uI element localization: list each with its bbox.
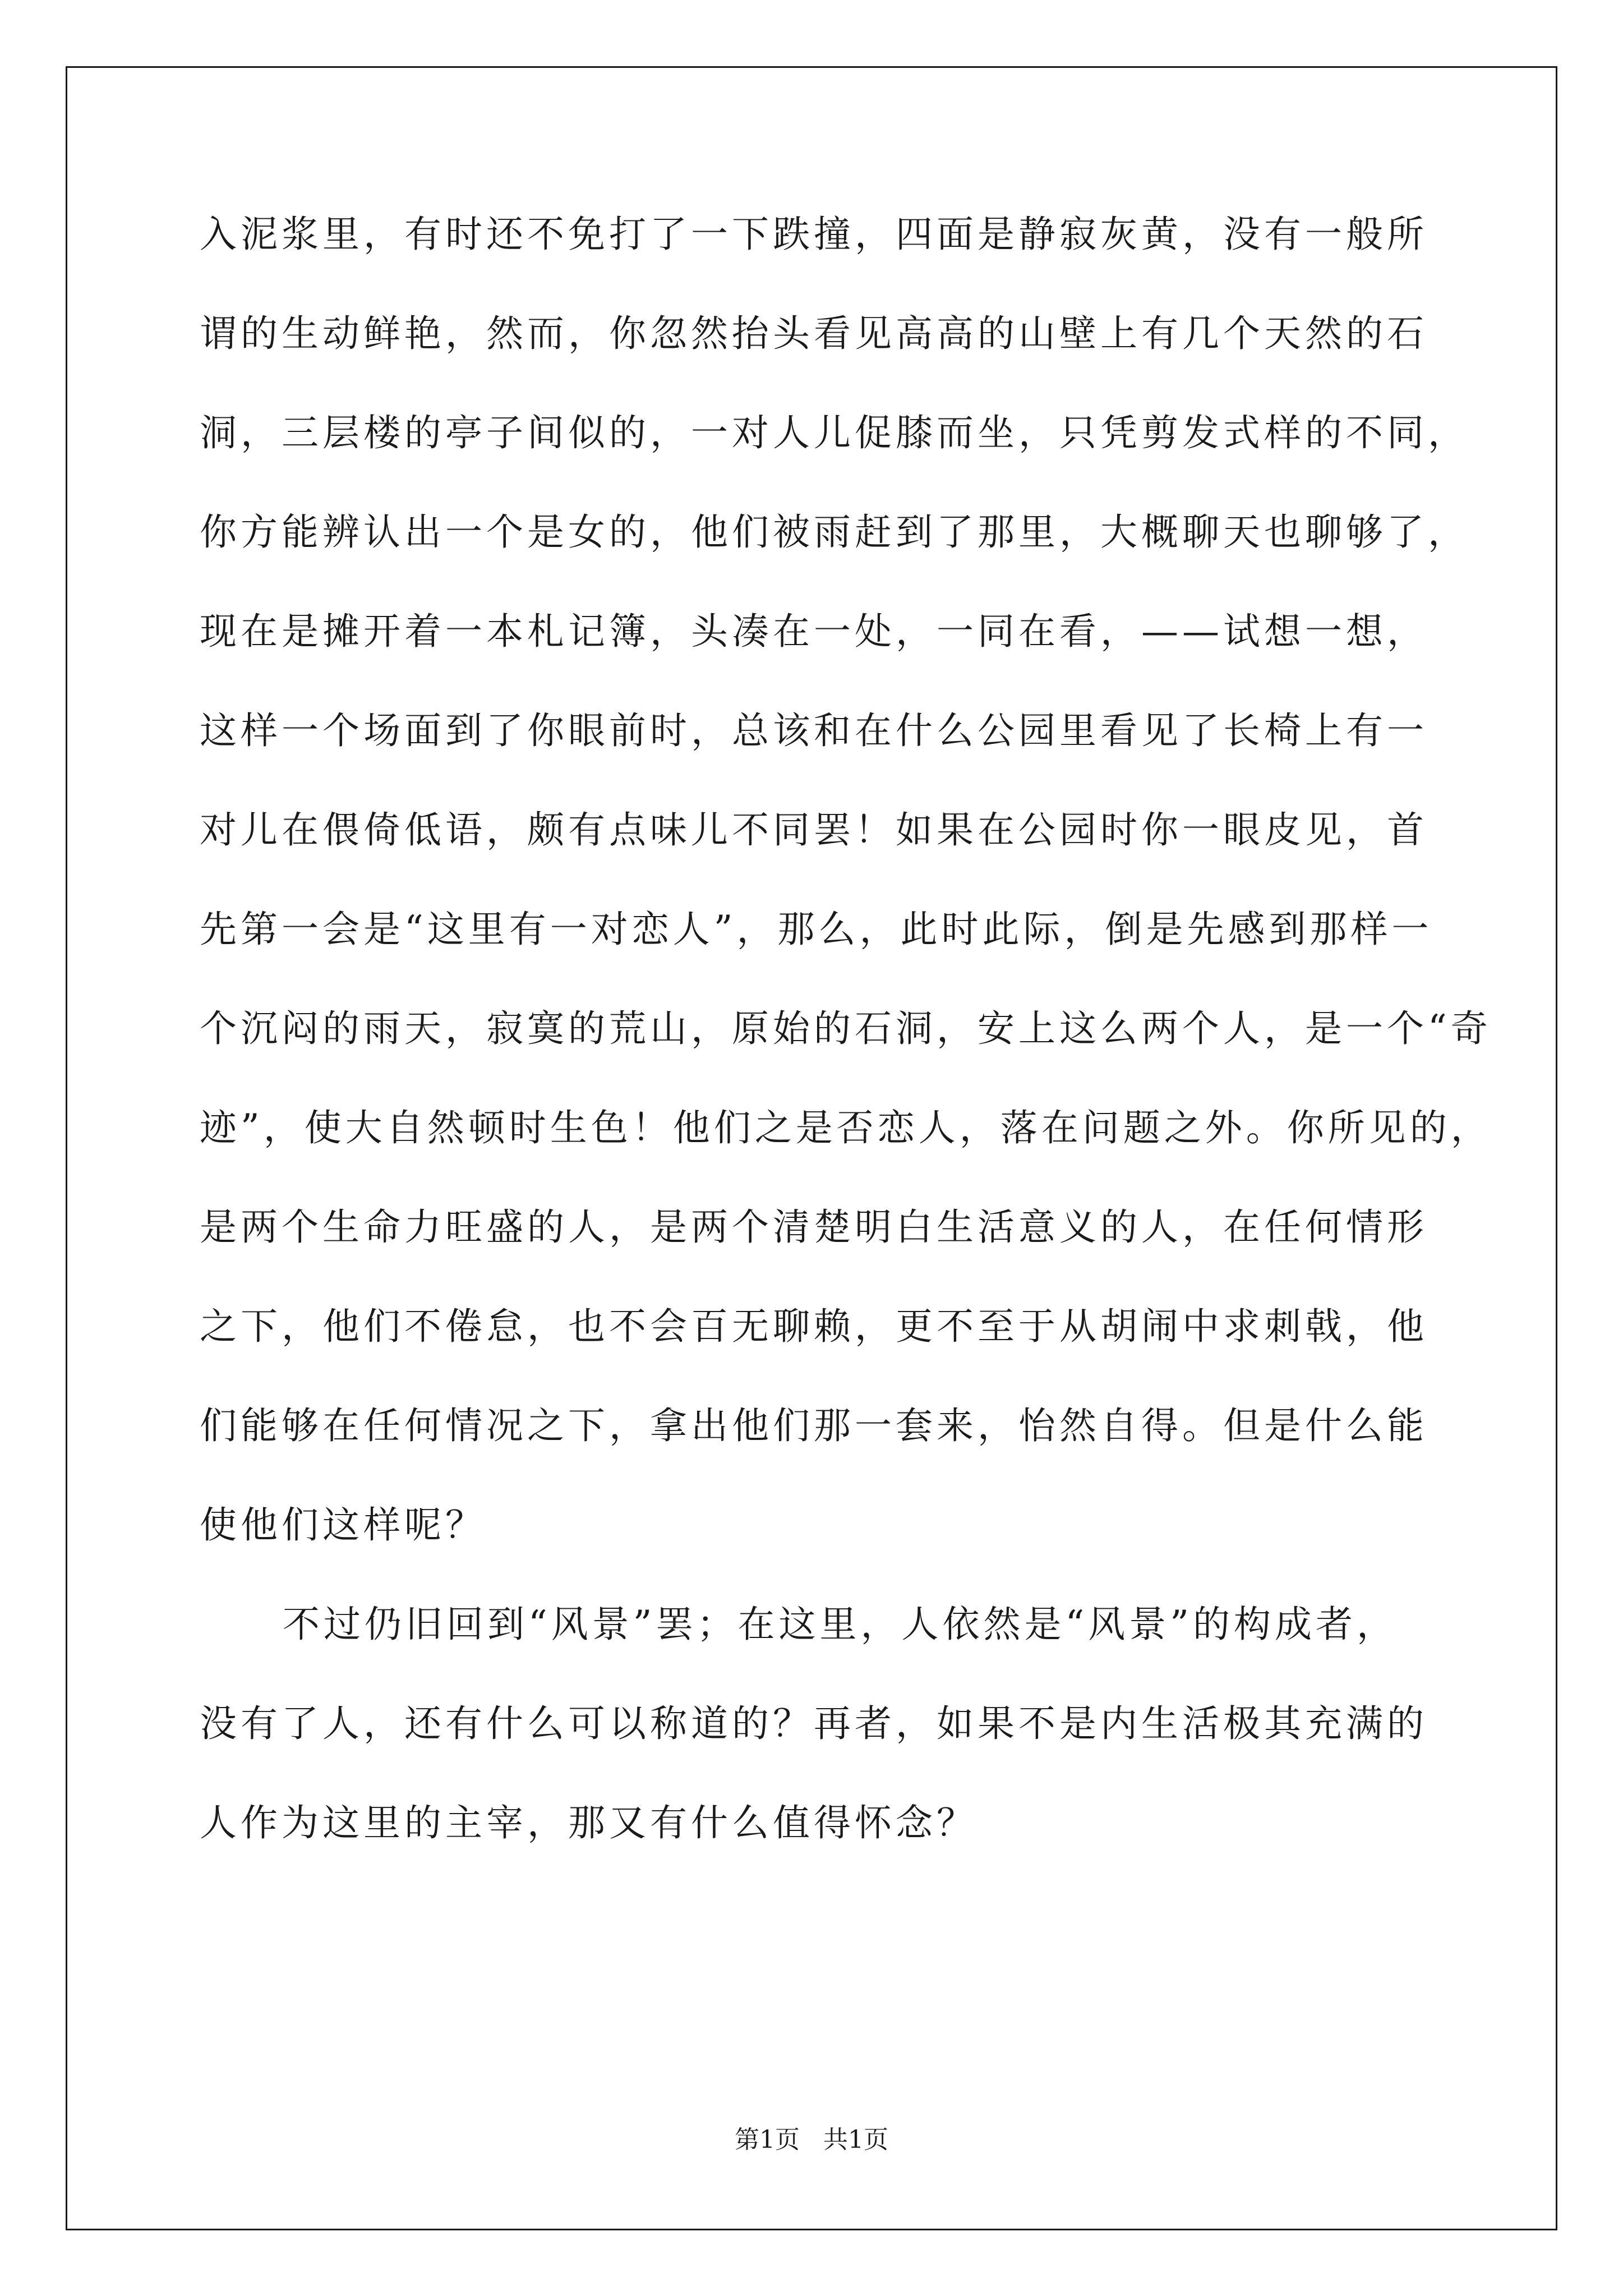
text-line: 之下，他们不倦怠，也不会百无聊赖，更不至于从胡闹中求刺戟，他 — [200, 1305, 1428, 1348]
text-line: 入泥浆里，有时还不免打了一下跌撞，四面是静寂灰黄，没有一般所 — [200, 213, 1428, 256]
text-line: 个沉闷的雨天，寂寞的荒山，原始的石洞，安上这么两个人，是一个“奇 — [200, 1007, 1492, 1050]
text-line: 使他们这样呢？ — [200, 1503, 486, 1547]
text-line: 现在是摊开着一本札记簿，头凑在一处，一同在看，——试想一想， — [200, 610, 1428, 653]
text-line: 迹”，使大自然顿时生色！他们之是否恋人，落在问题之外。你所见的， — [200, 1106, 1492, 1149]
text-line: 你方能辨认出一个是女的，他们被雨赶到了那里，大概聊天也聊够了， — [200, 510, 1469, 554]
text-line: 谓的生动鲜艳，然而，你忽然抬头看见高高的山壁上有几个天然的石 — [200, 312, 1428, 355]
text-line: 人作为这里的主宰，那又有什么值得怀念？ — [200, 1801, 978, 1844]
text-line: 们能够在任何情况之下，拿出他们那一套来，怡然自得。但是什么能 — [200, 1404, 1428, 1447]
text-line: 是两个生命力旺盛的人，是两个清楚明白生活意义的人，在任何情形 — [200, 1205, 1428, 1249]
text-line: 没有了人，还有什么可以称道的？再者，如果不是内生活极其充满的 — [200, 1702, 1428, 1745]
text-line: 不过仍旧回到“风景”罢；在这里，人依然是“风景”的构成者， — [283, 1603, 1398, 1646]
page-footer: 第1页 共1页 — [735, 2125, 888, 2154]
text-line: 洞，三层楼的亭子间似的，一对人儿促膝而坐，只凭剪发式样的不同， — [200, 411, 1469, 454]
text-line: 先第一会是“这里有一对恋人”，那么，此时此际，倒是先感到那样一 — [200, 908, 1433, 951]
text-line: 这样一个场面到了你眼前时，总该和在什么公园里看见了长椅上有一 — [200, 709, 1428, 752]
text-line: 对儿在偎倚低语，颇有点味儿不同罢！如果在公园时你一眼皮见，首 — [200, 808, 1428, 852]
